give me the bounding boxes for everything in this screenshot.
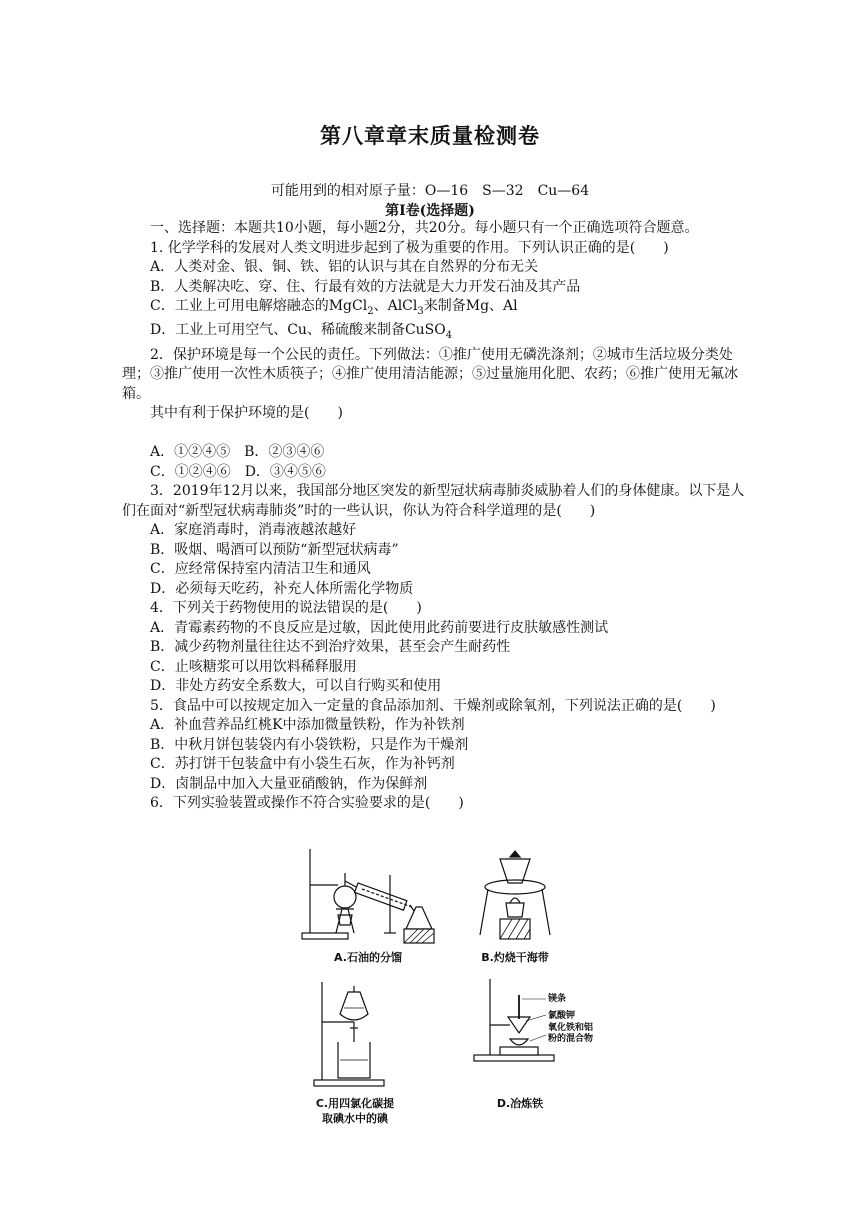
q5-option-a: A．补血营养品红桃K中添加微量铁粉，作为补铁剂 (150, 717, 465, 734)
figure-c-caption-line2: 取碘水中的碘 (322, 1112, 388, 1125)
subscript: 4 (445, 330, 453, 342)
instruction: 一、选择题：本题共10小题，每小题2分，共20分。每小题只有一个正确选项符合题意。 (150, 220, 699, 236)
q4-option-a: A．青霉素药物的不良反应是过敏，因此使用此药前要进行皮肤敏感性测试 (150, 619, 609, 636)
q1-c-post: 来制备Mg、Al (423, 298, 518, 314)
q2-options-ab: A．①②④⑤ B．②③④⑥ (150, 444, 325, 461)
questions (122, 219, 746, 814)
q5-stem: 5．食品中可以按规定加入一定量的食品添加剂、干燥剂或除氧剂，下列说法正确的是( ) (150, 697, 716, 714)
subscript: 2 (367, 305, 374, 317)
q3-option-d: D．必须每天吃药，补充人体所需化学物质 (150, 580, 414, 597)
subscript: 3 (417, 305, 424, 317)
q5-option-b: B．中秋月饼包装袋内有小袋铁粉，只是作为干燥剂 (150, 736, 469, 753)
page-title: 第八章章末质量检测卷 (320, 124, 540, 148)
label-mixture-line1: 氧化铁和铝 (548, 1023, 594, 1033)
spacer (122, 424, 746, 444)
q2-options-cd: C．①②④⑥ D．③④⑤⑥ (150, 463, 326, 480)
q3-stem: 3．2019年12月以来，我国部分地区突发的新型冠状病毒肺炎威胁着人们的身体健康。以下是人们在面对“新型冠状病毒肺炎”时的一些认识，你认为符合科学道理的是( ) (122, 483, 745, 519)
q3-option-b: B．吸烟、喝酒可以预防“新型冠状病毒” (150, 541, 399, 558)
label-mixture-line2: 粉的混合物 (548, 1034, 594, 1044)
q5-option-c: C．苏打饼干包装盒中有小袋生石灰，作为补钙剂 (150, 756, 455, 773)
q1-option-d (122, 321, 746, 345)
q2-stem: 2．保护环境是每一个公民的责任。下列做法：①推广使用无磷洗涤剂；②城市生活垃圾分类处理；③推广使用一次性木质筷子；④推广使用清洁能源；⑤过量施用化肥、农药；⑥推广使用无氟冰箱。 (122, 346, 738, 402)
q4-stem: 4．下列关于药物使用的说法错误的是( ) (150, 600, 422, 617)
q3-option-c: C．应经常保持室内清洁卫生和通风 (150, 561, 371, 578)
q5-option-d: D．卤制品中加入大量亚硝酸钠，作为保鲜剂 (150, 775, 428, 792)
q1-stem: 1. 化学学科的发展对人类文明进步起到了极为重要的作用。下列认识正确的是( ) (150, 239, 669, 256)
q1-c-mid: 、AlCl (373, 298, 418, 314)
q1-option-b: B．人类解决吃、穿、住、行最有效的方法就是大力开发石油及其产品 (150, 278, 581, 295)
figure-b-caption: B.灼烧干海带 (481, 951, 549, 964)
apparatus-figures (290, 845, 610, 1125)
figure-c-caption-line1: C.用四氯化碳提 (315, 1097, 395, 1110)
q2-sub-stem: 其中有利于保护环境的是( ) (150, 405, 343, 422)
q4-option-b: B．减少药物剂量往往达不到治疗效果，甚至会产生耐药性 (150, 639, 511, 656)
atomic-mass-note: 可能用到的相对原子量：O—16 S—32 Cu—64 (270, 183, 590, 199)
q4-option-c: C．止咳糖浆可以用饮料稀释服用 (150, 658, 357, 675)
separatory-funnel-diagram (310, 980, 400, 1090)
crucible-heating-diagram (470, 845, 560, 945)
label-potassium-chlorate: 氯酸钾 (548, 1011, 576, 1021)
label-magnesium-strip: 镁条 (548, 994, 567, 1004)
q1-d-pre: D．工业上可用空气、Cu、稀硫酸来制备CuSO (150, 322, 446, 339)
q6-stem: 6．下列实验装置或操作不符合实验要求的是( ) (150, 795, 464, 812)
q3-option-a: A．家庭消毒时，消毒液越浓越好 (150, 522, 357, 539)
q4-option-d: D．非处方药安全系数大，可以自行购买和使用 (150, 678, 442, 695)
distillation-apparatus-diagram (300, 845, 450, 945)
figure-d-caption: D.冶炼铁 (496, 1097, 544, 1110)
figure-a-caption: A.石油的分馏 (334, 951, 402, 964)
q1-c-pre: C．工业上可用电解熔融态的MgCl (150, 298, 368, 314)
section-title: 第Ⅰ卷(选择题) (385, 203, 475, 219)
q1-option-a: A．人类对金、银、铜、铁、铝的认识与其在自然界的分布无关 (150, 259, 539, 275)
q1-option-c (122, 297, 746, 321)
